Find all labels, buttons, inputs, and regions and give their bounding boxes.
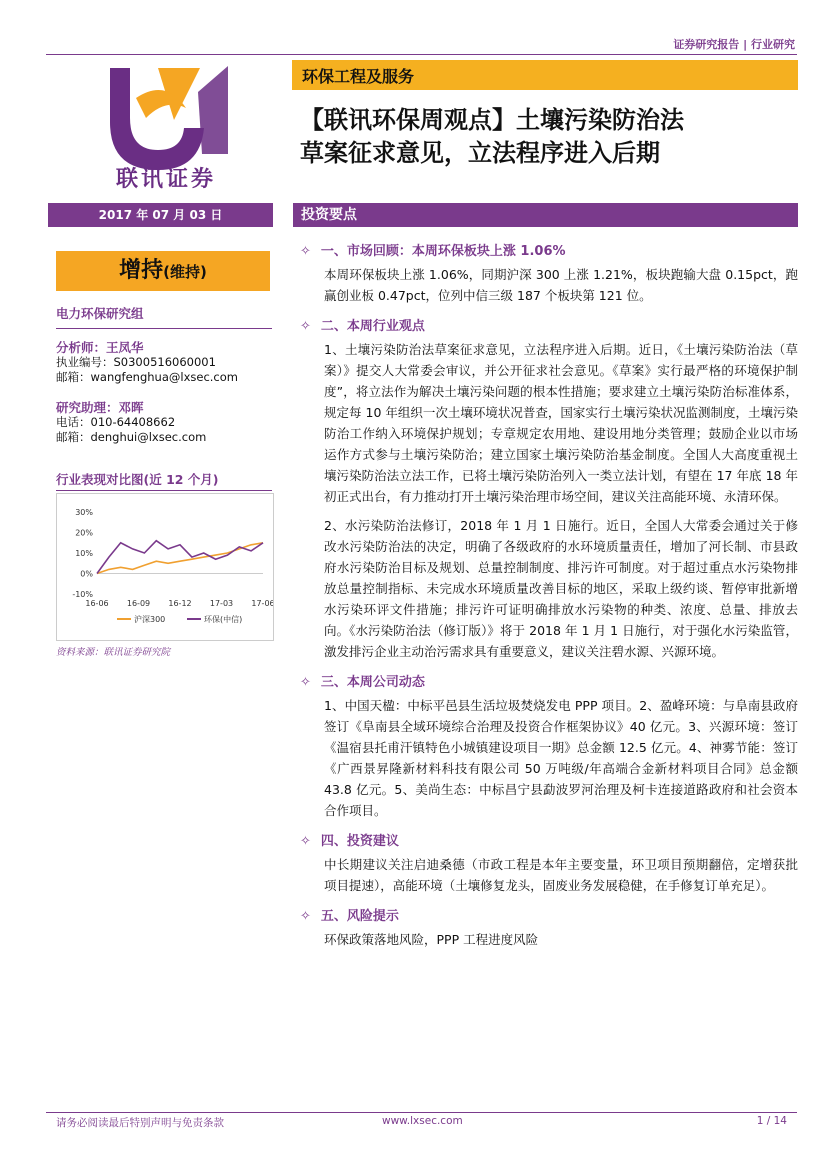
x-tick-label: 16-12: [168, 599, 192, 608]
section-title: [300, 316, 798, 337]
report-date: 2017 年 07 月 03 日: [48, 203, 273, 227]
section-paragraph: 环保政策落地风险，PPP 工程进度风险: [324, 932, 539, 947]
diamond-icon: ✧: [300, 319, 311, 334]
chart-title: 行业表现对比图(近 12 个月): [56, 472, 219, 487]
analyst-name: 分析师：王凤华: [56, 340, 144, 355]
series-line-2: [97, 541, 263, 574]
section-title-text: 二、本周行业观点: [320, 319, 425, 334]
section-4: [300, 831, 798, 896]
diamond-icon: ✧: [300, 909, 311, 924]
section-paragraph: 本周环保板块上涨 1.06%，同期沪深 300 上涨 1.21%，板块跑输大盘 0.15pct，跑赢创业板 0.47pct，位列中信三级 187 个板块第 121 位。: [324, 267, 798, 303]
invest-title: 投资要点: [301, 207, 357, 223]
chart-title-block: [56, 472, 276, 487]
footer-page: 1 / 14: [756, 1115, 787, 1127]
y-tick-label: -10%: [72, 590, 93, 599]
chart-divider: [56, 490, 272, 491]
y-tick-label: 20%: [75, 528, 93, 538]
group-name: 电力环保研究组: [56, 306, 144, 321]
assistant-phone: 电话：010-64408662: [56, 415, 176, 429]
x-tick-label: 16-06: [85, 599, 109, 608]
invest-band: [293, 203, 798, 227]
footer-site: www.lxsec.com: [382, 1115, 463, 1127]
x-tick-label: 16-09: [126, 599, 151, 608]
section-title: [300, 241, 798, 262]
x-tick-label: 17-06: [251, 599, 273, 608]
diamond-icon: ✧: [300, 244, 311, 259]
sidebar-divider: [56, 328, 272, 329]
y-tick-label: 30%: [75, 508, 93, 517]
sector-name: 环保工程及服务: [302, 67, 415, 86]
y-tick-label: 0%: [80, 569, 93, 579]
footer-divider: [46, 1112, 797, 1113]
logo-text: 联讯证券: [115, 167, 216, 192]
section-title: [300, 831, 798, 852]
section-title-text: 四、投资建议: [320, 834, 399, 849]
section-paragraph: 1、土壤污染防治法草案征求意见，立法程序进入后期。近日，《土壤污染防治法（草案）》提交人大常委会审议，并公开征求社会意见。《草案》实行最严格的环境保护制度”，将立法作为解决土壤污染问题的根本性措施；要求建立土壤污染防治标准体系，规定每 10 年组织一次土壤环境状况普查，国家实行土壤污染状况监测制度，土壤污染防治工作纳入环境保护规划；专章规定农用地、建设用地分类管理；鼓励企业以市场运作方式参与土壤污染防治；建立国家土壤污染防治基金制度。全国人大高度重视土壤污染防治法立法工作，已将土壤污染防治列入一类立法计划，有望在 17 年底 18 年初正式出台，有力推动打开土壤污染治理市场空间，建议关注高能环境、永清环保。: [324, 342, 798, 504]
section-2: [300, 316, 798, 662]
main-content: [300, 241, 798, 950]
performance-chart: [56, 493, 274, 641]
section-title: [300, 906, 798, 927]
analyst-email: 邮箱：wangfenghua@lxsec.com: [56, 370, 238, 384]
analyst-license: 执业编号：S0300516060001: [56, 355, 216, 369]
rating-badge: [56, 251, 270, 291]
sector-band: [292, 60, 798, 90]
diamond-icon: ✧: [300, 675, 311, 690]
legend-label: 环保(中信): [204, 615, 243, 624]
chart-svg: [57, 494, 273, 640]
title-line-1: 【联讯环保周观点】土壤污染防治法: [300, 106, 684, 134]
section-title-text: 一、市场回顾：本周环保板块上涨 1.06%: [320, 244, 566, 259]
research-group: [56, 306, 276, 321]
x-tick-label: 17-03: [209, 599, 234, 608]
section-paragraph: 中长期建议关注启迪桑德（市政工程是本年主要变量，环卫项目预期翻倍，定增获批项目提速），高能环境（土壤修复龙头，固废业务发展稳健，在手修复订单充足）。: [324, 857, 798, 893]
assistant-name: 研究助理：邓晖: [56, 400, 144, 415]
section-title-text: 五、风险提示: [320, 909, 399, 924]
section-5: [300, 906, 798, 950]
section-1: [300, 241, 798, 306]
header-divider: [46, 54, 797, 55]
section-3: [300, 672, 798, 821]
analyst-block: [56, 340, 276, 385]
footer-disclaimer: 请务必阅读最后特别声明与免责条款: [56, 1117, 224, 1129]
report-type: 证券研究报告 | 行业研究: [673, 38, 795, 51]
diamond-icon: ✧: [300, 834, 311, 849]
report-title: [300, 104, 800, 170]
assistant-email: 邮箱：denghui@lxsec.com: [56, 430, 207, 444]
section-title: [300, 672, 798, 693]
chart-source: 资料来源：联讯证券研究院: [56, 647, 171, 658]
y-tick-label: 10%: [75, 549, 93, 558]
section-paragraph: 1、中国天楹：中标平邑县生活垃圾焚烧发电 PPP 项目。2、盈峰环境：与阜南县政府签订《阜南县全域环境综合治理及投资合作框架协议》40 亿元。3、兴源环境：签订《温宿县托甫汗镇特色小城镇建设项目一期》总金额 12.5 亿元。4、神雾节能：签订《广西景昇隆新材料科技有限公司 50 万吨级/年高端合金新材料项目合同》总金额 43.8 亿元。5、美尚生态：中标昌宁县勐波罗河治理及柯卡连接道路政府和社会资本合作项目。: [324, 698, 798, 818]
rating-main: 增持: [119, 258, 164, 283]
assistant-block: [56, 400, 276, 445]
section-paragraph: 2、水污染防治法修订，2018 年 1 月 1 日施行。近日，全国人大常委会通过关于修改水污染防治法的决定，明确了各级政府的水环境质量责任，增加了河长制、市县政府水污染防治目标及规划、总量控制制度、排污许可制度。对于超过重点水污染物排放总量控制指标、未完成水环境质量改善目标的地区，采取上级约谈、暂停审批新增水污染环评文件措施；排污许可证明确排放水污染物的种类、浓度、总量、排放去向。《水污染防治法（修订版）》将于 2018 年 1 月 1 日施行，对于强化水污染监管，激发排污企业主动治污需求具有重要意义，建议关注碧水源、兴源环境。: [324, 518, 798, 659]
rating-sub: (维持): [163, 263, 207, 281]
section-title-text: 三、本周公司动态: [320, 675, 425, 690]
legend-label: 沪深300: [134, 615, 166, 624]
title-line-2: 草案征求意见，立法程序进入后期: [300, 139, 660, 167]
